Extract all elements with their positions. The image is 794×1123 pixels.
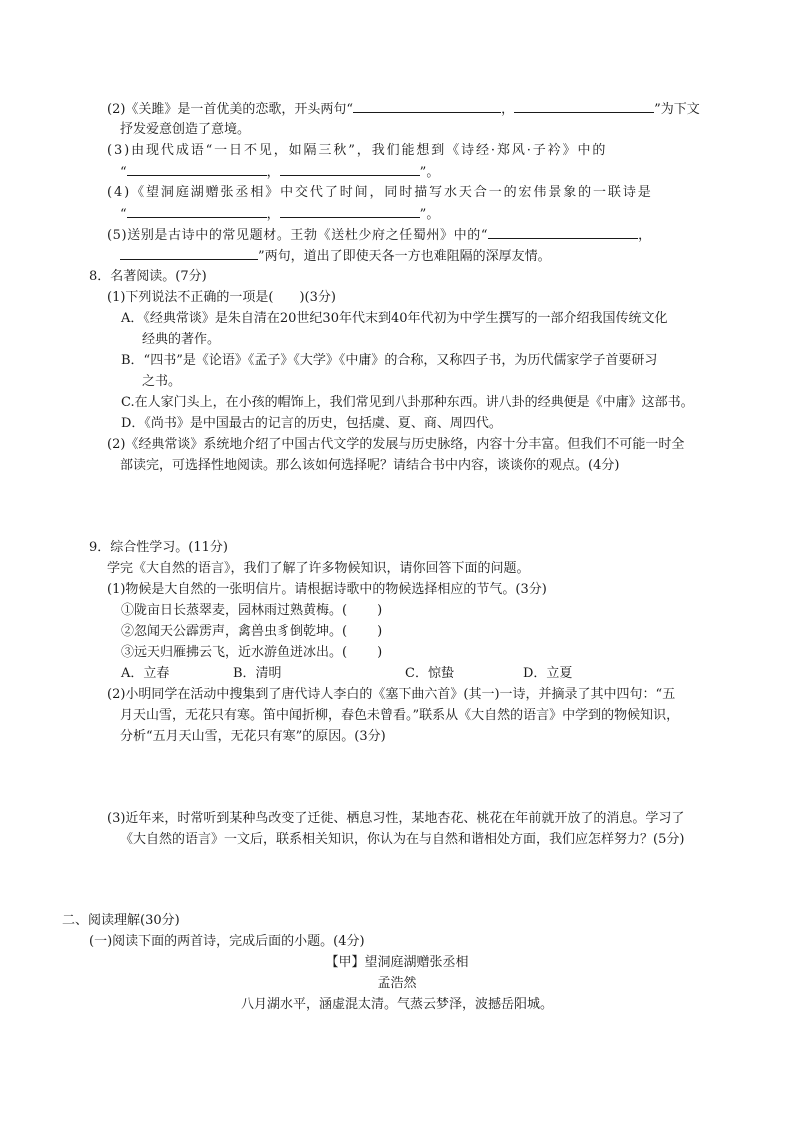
q8-option-b-line2: 之书。 (142, 374, 182, 389)
q8-option-d: D．《尚书》是中国最古的记言的历史，包括虞、夏、商、周四代。 (121, 416, 502, 431)
answer-blank[interactable] (127, 163, 267, 176)
q9-option-b: B．清明 (233, 666, 282, 681)
q9-option-c: C．惊蛰 (405, 666, 454, 681)
poem-line: 八月湖水平，涵虚混太清。气蒸云梦泽，波撼岳阳城。 (240, 997, 553, 1012)
answer-blank[interactable] (353, 100, 501, 113)
q7-item2-line2: 抒发爱意创造了意境。 (120, 122, 251, 137)
answer-blank[interactable] (127, 205, 267, 218)
q8-title: 8．名著阅读。(7分) (89, 269, 207, 284)
q7-item2-line1: (2)《关雎》是一首优美的恋歌，开头两句“ ， ”为下文 (107, 102, 700, 117)
q9-sub2-line3: 分析“五月天山雪，无花只有寒”的原因。(3分) (120, 729, 386, 744)
q7-item3-line1: (3)由现代成语“一日不见，如隔三秋”，我们能想到《诗经·郑风·子衿》中的 (107, 143, 608, 158)
poem-author: 孟浩然 (377, 976, 417, 991)
q9-option-a: A．立春 (121, 666, 170, 681)
answer-blank[interactable] (514, 100, 654, 113)
q9-sub2-line1: (2)小明同学在活动中搜集到了唐代诗人李白的《塞下曲六首》(其一)一诗，并摘录了其中四句：“五 (107, 687, 676, 702)
q9-sub2-line2: 月天山雪，无花只有寒。笛中闻折柳，春色未曾看。”联系从《大自然的语言》中学到的物候知识， (120, 708, 680, 723)
poem-title: 【甲】望洞庭湖赠张丞相 (325, 955, 469, 970)
q9-item3: ③远天归雁拂云飞，近水游鱼迸冰出。( ) (121, 645, 383, 660)
q8-sub2-line1: (2)《经典常谈》系统地介绍了中国古代文学的发展与历史脉络，内容十分丰富。但我们不可能一时全 (107, 437, 685, 452)
section2-sub1: (一)阅读下面的两首诗，完成后面的小题。(4分) (89, 934, 365, 949)
section2-title: 二、阅读理解(30分) (62, 913, 180, 928)
q7-item5-line2: ”两句，道出了即使天各一方也难阻隔的深厚友情。 (120, 247, 551, 266)
q9-option-d: D．立夏 (523, 666, 573, 681)
answer-blank[interactable] (488, 226, 638, 239)
q7-item3-line2: “ ， ”。 (120, 165, 440, 180)
answer-blank[interactable] (120, 247, 258, 260)
q9-item2: ②忽闻天公霹雳声，禽兽虫豸倒乾坤。( ) (121, 624, 383, 639)
q8-option-b-line1: B．“四书”是《论语》《孟子》《大学》《中庸》的合称，又称四子书，为历代儒家学子首要研习 (121, 353, 658, 368)
answer-blank[interactable] (280, 163, 420, 176)
q9-sub3-line2: 《大自然的语言》一文后，联系相关知识，你认为在与自然和谐相处方面，我们应怎样努力？(5分) (120, 832, 685, 847)
answer-blank[interactable] (280, 205, 420, 218)
q8-option-a-line2: 经典的著作。 (142, 332, 221, 347)
q8-sub2-line2: 部读完，可选择性地阅读。那么该如何选择呢？请结合书中内容，谈谈你的观点。(4分) (120, 458, 620, 473)
q7-item2-prefix: (2)《关雎》是一首优美的恋歌，开头两句“ (107, 102, 354, 117)
q9-title: 9．综合性学习。(11分) (89, 540, 228, 555)
q8-sub1: (1)下列说法不正确的一项是( )(3分) (107, 290, 336, 305)
q9-sub1: (1)物候是大自然的一张明信片。请根据诗歌中的物候选择相应的节气。(3分) (107, 582, 547, 597)
q9-intro: 学完《大自然的语言》，我们了解了许多物候知识，请你回答下面的问题。 (107, 561, 530, 576)
q7-item4-line1: (4)《望洞庭湖赠张丞相》中交代了时间，同时描写水天合一的宏伟景象的一联诗是 (107, 185, 653, 200)
q9-item1: ①陇亩日长蒸翠麦，园林雨过熟黄梅。( ) (121, 603, 383, 618)
q8-option-c: C.在人家门头上，在小孩的帽饰上，我们常见到八卦那种东西。讲八卦的经典便是《中庸》这部书。 (121, 395, 694, 410)
q7-item5-line1: (5)送别是古诗中的常见题材。王勃《送杜少府之任蜀州》中的“ ， (107, 228, 652, 243)
q9-sub3-line1: (3)近年来，时常听到某种鸟改变了迁徙、栖息习性，某地杏花、桃花在年前就开放了的消息。学习了 (107, 811, 685, 826)
q7-item4-line2: “ ， ”。 (120, 207, 440, 222)
q8-option-a-line1: A．《经典常谈》是朱自清在20世纪30年代末到40年代初为中学生撰写的一部介绍我国传统文化 (121, 311, 668, 326)
